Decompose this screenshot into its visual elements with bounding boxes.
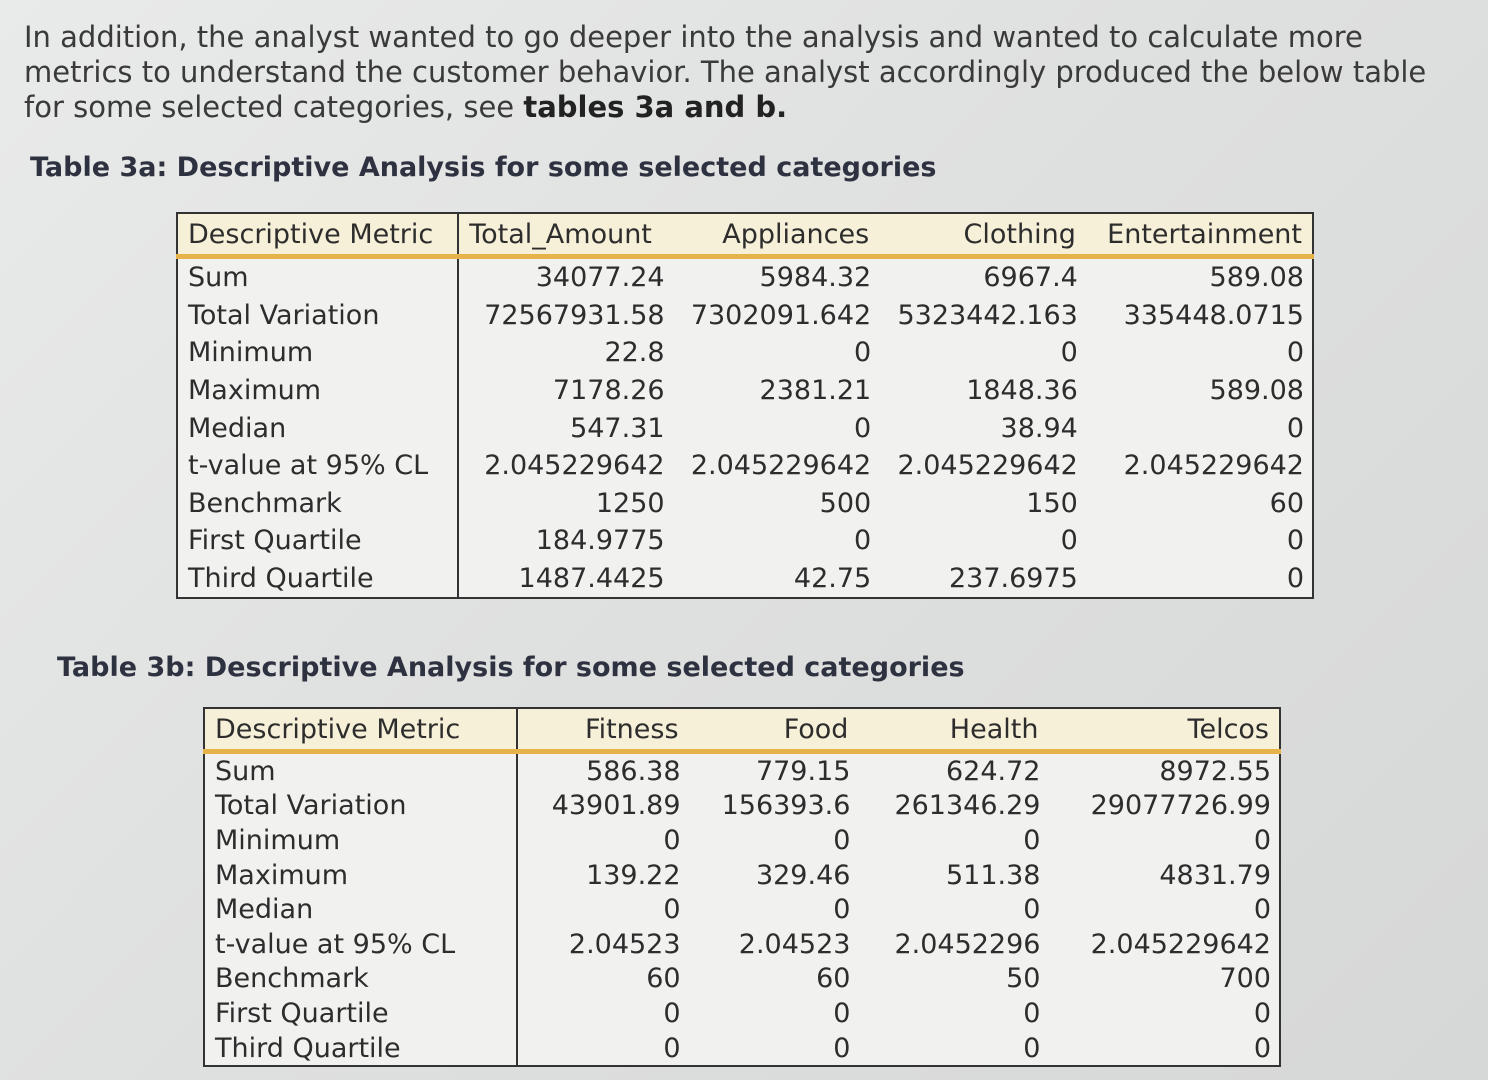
column-header: Descriptive Metric xyxy=(177,213,458,257)
table-cell: 34077.24 xyxy=(535,262,665,294)
table-row xyxy=(204,858,1280,893)
intro-paragraph xyxy=(24,20,1444,125)
table-cell: 0 xyxy=(1286,525,1304,557)
row-label: Minimum xyxy=(204,823,517,858)
table-cell: 0 xyxy=(1253,824,1271,856)
table-cell: 589.08 xyxy=(1209,375,1304,407)
table-row xyxy=(177,560,1313,599)
table-cell: 60 xyxy=(646,963,681,995)
table-cell: 0 xyxy=(663,997,681,1029)
intro-bold-text: tables 3a and b. xyxy=(523,90,788,124)
table-cell: 22.8 xyxy=(604,337,665,369)
table-3b-caption: Table 3b: Descriptive Analysis for some selected categories xyxy=(57,652,965,683)
intro-text: In addition, the analyst wanted to go deeper into the analysis and wanted to calculate more metrics to understand the customer behavior. The analyst accordingly produced the below table for some selected categories, see xyxy=(24,20,1427,124)
table-row xyxy=(177,485,1313,523)
table-cell: 335448.0715 xyxy=(1123,299,1304,331)
row-label: Sum xyxy=(177,257,458,297)
table-cell: 50 xyxy=(1006,963,1041,995)
row-label: Total Variation xyxy=(204,789,517,824)
table-cell: 0 xyxy=(1253,1032,1271,1064)
table-cell: 0 xyxy=(1023,894,1041,926)
table-row xyxy=(204,823,1280,858)
table-cell: 1250 xyxy=(595,487,665,519)
table-row xyxy=(177,522,1313,560)
table-row xyxy=(204,789,1280,824)
row-label: Third Quartile xyxy=(177,560,458,599)
table-row xyxy=(177,257,1313,297)
table-cell: 511.38 xyxy=(945,859,1041,891)
table-cell: 7178.26 xyxy=(552,375,665,407)
table-cell: 2381.21 xyxy=(759,375,872,407)
table-row xyxy=(177,297,1313,335)
table-cell: 60 xyxy=(816,963,851,995)
table-cell: 0 xyxy=(833,1032,851,1064)
table-cell: 0 xyxy=(1023,997,1041,1029)
table-cell: 0 xyxy=(1023,1032,1041,1064)
row-label: Median xyxy=(177,409,458,447)
row-label: Median xyxy=(204,892,517,927)
table-cell: 184.9775 xyxy=(535,525,665,557)
table-cell: 6967.4 xyxy=(983,262,1078,294)
row-label: Benchmark xyxy=(204,962,517,997)
table-cell: 5323442.163 xyxy=(897,299,1078,331)
table-cell: 38.94 xyxy=(1000,412,1078,444)
table-cell: 586.38 xyxy=(586,755,681,787)
table-row xyxy=(204,892,1280,927)
table-cell: 1487.4425 xyxy=(518,563,665,595)
table-cell: 700 xyxy=(1219,963,1271,995)
table-cell: 2.045229642 xyxy=(1123,450,1304,482)
row-label: Sum xyxy=(204,752,517,789)
table-cell: 7302091.642 xyxy=(690,299,872,331)
column-header: Clothing xyxy=(879,213,1086,257)
table-cell: 2.045229642 xyxy=(897,450,1078,482)
table-cell: 2.04523 xyxy=(738,928,851,960)
row-label: Total Variation xyxy=(177,297,458,335)
table-row xyxy=(204,927,1280,962)
row-label: Maximum xyxy=(204,858,517,893)
column-header: Fitness xyxy=(517,708,688,752)
column-header: Descriptive Metric xyxy=(204,708,517,752)
table-3b xyxy=(203,707,1281,1067)
table-cell: 0 xyxy=(1060,337,1078,369)
table-cell: 42.75 xyxy=(793,563,872,595)
table-cell: 60 xyxy=(1269,487,1304,519)
table-header-row xyxy=(177,213,1313,257)
table-cell: 500 xyxy=(819,487,872,519)
column-header: Food xyxy=(689,708,859,752)
row-label: Maximum xyxy=(177,372,458,410)
table-row xyxy=(204,1031,1280,1067)
table-cell: 0 xyxy=(854,337,872,369)
table-row xyxy=(177,447,1313,485)
table-cell: 0 xyxy=(854,412,872,444)
table-cell: 0 xyxy=(1253,894,1271,926)
table-cell: 4831.79 xyxy=(1159,859,1271,891)
table-cell: 0 xyxy=(833,824,851,856)
table-cell: 0 xyxy=(663,1032,681,1064)
table-cell: 2.0452296 xyxy=(894,928,1041,960)
table-3a xyxy=(176,212,1314,599)
row-label: Minimum xyxy=(177,334,458,372)
table-cell: 589.08 xyxy=(1209,262,1304,294)
table-cell: 43901.89 xyxy=(551,790,681,822)
table-cell: 156393.6 xyxy=(721,790,851,822)
table-cell: 0 xyxy=(663,824,681,856)
row-label: t-value at 95% CL xyxy=(204,927,517,962)
table-cell: 547.31 xyxy=(570,412,665,444)
table-cell: 72567931.58 xyxy=(484,299,665,331)
column-header: Total_Amount xyxy=(458,213,672,257)
table-cell: 0 xyxy=(1286,337,1304,369)
table-row xyxy=(177,409,1313,447)
row-label: First Quartile xyxy=(177,522,458,560)
table-cell: 2.04523 xyxy=(568,928,681,960)
table-cell: 261346.29 xyxy=(894,790,1041,822)
column-header: Entertainment xyxy=(1086,213,1313,257)
table-cell: 29077726.99 xyxy=(1090,790,1271,822)
table-cell: 0 xyxy=(1060,525,1078,557)
table-cell: 0 xyxy=(833,997,851,1029)
table-cell: 0 xyxy=(663,894,681,926)
table-cell: 0 xyxy=(1286,563,1304,595)
table-cell: 0 xyxy=(833,894,851,926)
row-label: t-value at 95% CL xyxy=(177,447,458,485)
table-cell: 5984.32 xyxy=(759,262,872,294)
table-cell: 0 xyxy=(1286,412,1304,444)
column-header: Health xyxy=(858,708,1048,752)
table-row xyxy=(177,334,1313,372)
table-cell: 2.045229642 xyxy=(484,450,665,482)
row-label: Third Quartile xyxy=(204,1031,517,1067)
column-header: Telcos xyxy=(1048,708,1280,752)
table-cell: 2.045229642 xyxy=(690,450,872,482)
table-cell: 0 xyxy=(1253,997,1271,1029)
table-cell: 150 xyxy=(1026,487,1078,519)
table-cell: 329.46 xyxy=(755,859,851,891)
table-cell: 8972.55 xyxy=(1159,755,1271,787)
table-header-row xyxy=(204,708,1280,752)
table-cell: 779.15 xyxy=(755,755,851,787)
table-cell: 139.22 xyxy=(586,859,681,891)
table-row xyxy=(204,752,1280,789)
column-header: Appliances xyxy=(673,213,880,257)
table-row xyxy=(204,996,1280,1031)
row-label: Benchmark xyxy=(177,485,458,523)
table-cell: 0 xyxy=(854,525,872,557)
table-cell: 237.6975 xyxy=(949,563,1078,595)
table-cell: 0 xyxy=(1023,824,1041,856)
table-3a-caption: Table 3a: Descriptive Analysis for some selected categories xyxy=(30,152,937,183)
row-label: First Quartile xyxy=(204,996,517,1031)
table-row xyxy=(204,962,1280,997)
table-row xyxy=(177,372,1313,410)
table-cell: 1848.36 xyxy=(966,375,1078,407)
table-cell: 624.72 xyxy=(945,755,1041,787)
table-cell: 2.045229642 xyxy=(1090,928,1271,960)
